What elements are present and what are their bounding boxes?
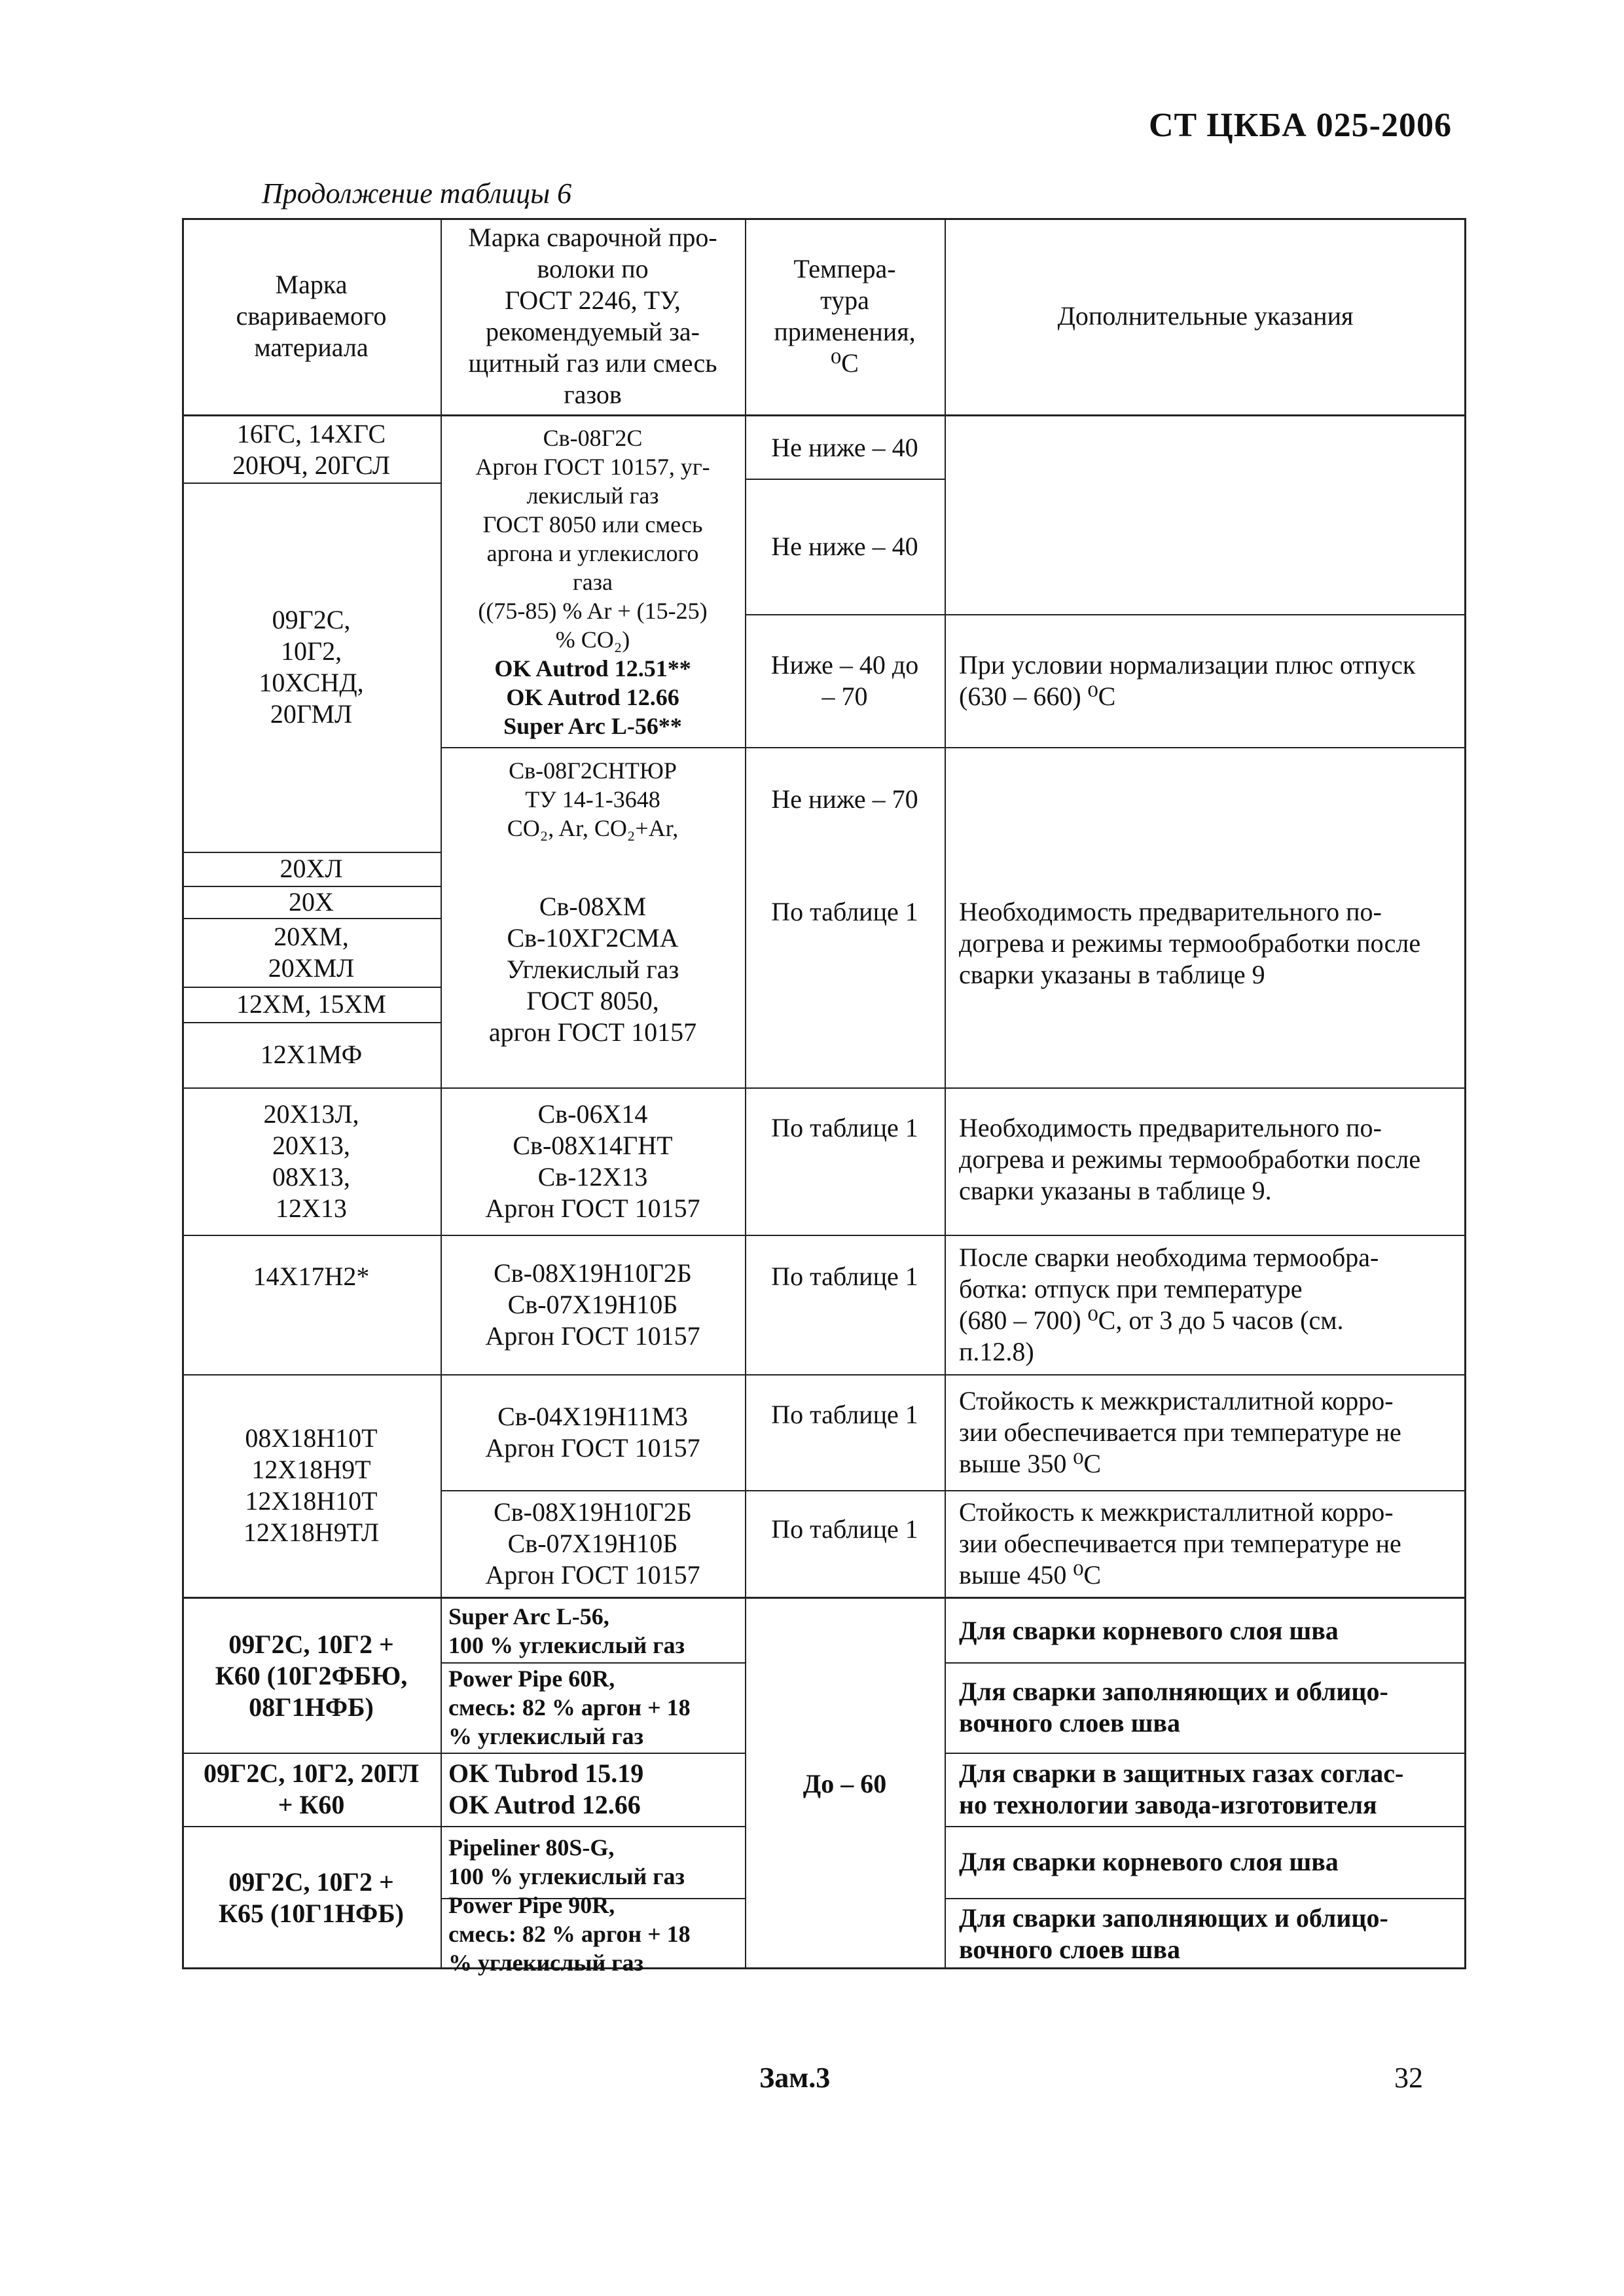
temperature-cell: Ниже – 40 до – 70 — [770, 649, 919, 711]
column-header-temperature: Темпера- тура применения, ⁰С — [774, 254, 916, 378]
note-cell: Стойкость к межкристаллитной корро- зии обеспечивается при температуре не выше 450 ⁰С — [959, 1497, 1401, 1590]
wire-cell: OK Tubrod 15.19 OK Autrod 12.66 — [448, 1758, 644, 1819]
temperature-cell: По таблице 1 — [771, 897, 918, 926]
note-cell: Необходимость предварительного по- догрева и режимы термообработки после сварки указаны в таблице 9 — [959, 897, 1421, 989]
wire-cell: Power Pipe 60R, смесь: 82 % аргон + 18 % углекислый газ — [448, 1666, 691, 1749]
material-cell: 12ХМ, 15ХМ — [236, 989, 386, 1019]
material-cell: 09Г2С, 10Г2 + К65 (10Г1НФБ) — [218, 1867, 404, 1928]
column-header-material: Марка свариваемого материала — [236, 270, 387, 362]
note-cell: Для сварки корневого слоя шва — [959, 1615, 1339, 1645]
wire-cell: Pipeliner 80S-G, 100 % углекислый газ — [448, 1834, 685, 1889]
note-cell: Для сварки корневого слоя шва — [959, 1847, 1339, 1876]
temperature-cell: По таблице 1 — [771, 1113, 918, 1142]
temperature-cell: Не ниже – 40 — [771, 432, 918, 462]
material-cell: 08Х18Н10Т 12Х18Н9Т 12Х18Н10Т 12Х18Н9ТЛ — [243, 1423, 380, 1547]
wire-cell: Св-06Х14 Св-08Х14ГНТ Св-12Х13 Аргон ГОСТ 10157 — [485, 1099, 700, 1223]
column-header-notes: Дополнительные указания — [1057, 301, 1354, 331]
material-cell: 16ГС, 14ХГС 20ЮЧ, 20ГСЛ — [232, 418, 390, 480]
temperature-cell: По таблице 1 — [771, 1262, 918, 1291]
wire-cell: Св-08Г2СНТЮР ТУ 14-1-3648 CO₂, Ar, CO₂+Ar, — [507, 757, 679, 841]
note-cell: Необходимость предварительного по- догрева и режимы термообработки после сварки указаны в таблице 9. — [959, 1113, 1421, 1205]
wire-cell: Св-08ХМ Св-10ХГ2СМА Углекислый газ ГОСТ 8050, аргон ГОСТ 10157 — [488, 892, 697, 1047]
wire-cell: Св-08Х19Н10Г2Б Св-07Х19Н10Б Аргон ГОСТ 10157 — [485, 1497, 700, 1590]
note-cell: Для сварки заполняющих и облицо- вочного слоев шва — [959, 1677, 1388, 1738]
material-cell: 09Г2С, 10Г2, 10ХСНД, 20ГМЛ — [259, 605, 364, 729]
material-cell: 09Г2С, 10Г2, 20ГЛ + К60 — [203, 1758, 419, 1819]
material-cell: 20Х — [289, 886, 334, 917]
temperature-cell: До – 60 — [803, 1769, 887, 1798]
material-cell: 09Г2С, 10Г2 + К60 (10Г2ФБЮ, 08Г1НФБ) — [215, 1629, 408, 1722]
page-number: 32 — [1394, 2062, 1423, 2094]
document-code: СТ ЦКБА 025-2006 — [1149, 107, 1452, 144]
temperature-cell: Не ниже – 70 — [771, 784, 918, 814]
material-cell: 20ХМ, 20ХМЛ — [268, 921, 355, 983]
wire-cell: Св-08Х19Н10Г2Б Св-07Х19Н10Б Аргон ГОСТ 10157 — [485, 1258, 700, 1351]
amendment-label: Зам.3 — [759, 2062, 831, 2094]
note-cell: Для сварки в защитных газах соглас- но технологии завода-изготовителя — [959, 1758, 1404, 1819]
wire-cell: Св-04Х19Н11М3 Аргон ГОСТ 10157 — [485, 1401, 700, 1463]
temperature-cell: Не ниже – 40 — [771, 531, 918, 561]
temperature-cell: По таблице 1 — [771, 1400, 918, 1429]
welding-materials-table — [182, 218, 1466, 1976]
material-cell: 20Х13Л, 20Х13, 08Х13, 12Х13 — [263, 1099, 359, 1223]
material-cell: 20ХЛ — [280, 854, 343, 883]
temperature-cell: По таблице 1 — [771, 1514, 918, 1544]
material-cell: 14Х17Н2* — [253, 1262, 370, 1291]
column-header-wire: Марка сварочной про- волоки по ГОСТ 2246, ТУ, рекомендуемый за- щитный газ или смесь газов — [468, 223, 717, 409]
wire-cell: Св-08Г2С Аргон ГОСТ 10157, уг- лекислый газ ГОСТ 8050 или смесь аргона и углекислого газа ((75-85) % Ar + (15-25) % CO₂) OK Autrod 12.51** OK Autrod 12.66 Super Arc L-56** — [475, 424, 710, 739]
material-cell: 12Х1МФ — [260, 1040, 363, 1069]
note-cell: При условии нормализации плюс отпуск (630 – 660) ⁰С — [959, 649, 1416, 711]
table-continuation-caption: Продолжение таблицы 6 — [262, 177, 572, 210]
note-cell: После сварки необходима термообра- ботка: отпуск при температуре (680 – 700) ⁰С, от 3 до 5 часов (см. п.12.8) — [959, 1242, 1379, 1366]
wire-cell: Power Pipe 90R, смесь: 82 % аргон + 18 % углекислый газ — [448, 1891, 691, 1976]
note-cell: Для сварки заполняющих и облицо- вочного слоев шва — [959, 1903, 1388, 1964]
note-cell: Стойкость к межкристаллитной корро- зии обеспечивается при температуре не выше 350 ⁰С — [959, 1385, 1401, 1478]
wire-cell: Super Arc L-56, 100 % углекислый газ — [448, 1603, 685, 1658]
row-divider — [945, 747, 1466, 748]
